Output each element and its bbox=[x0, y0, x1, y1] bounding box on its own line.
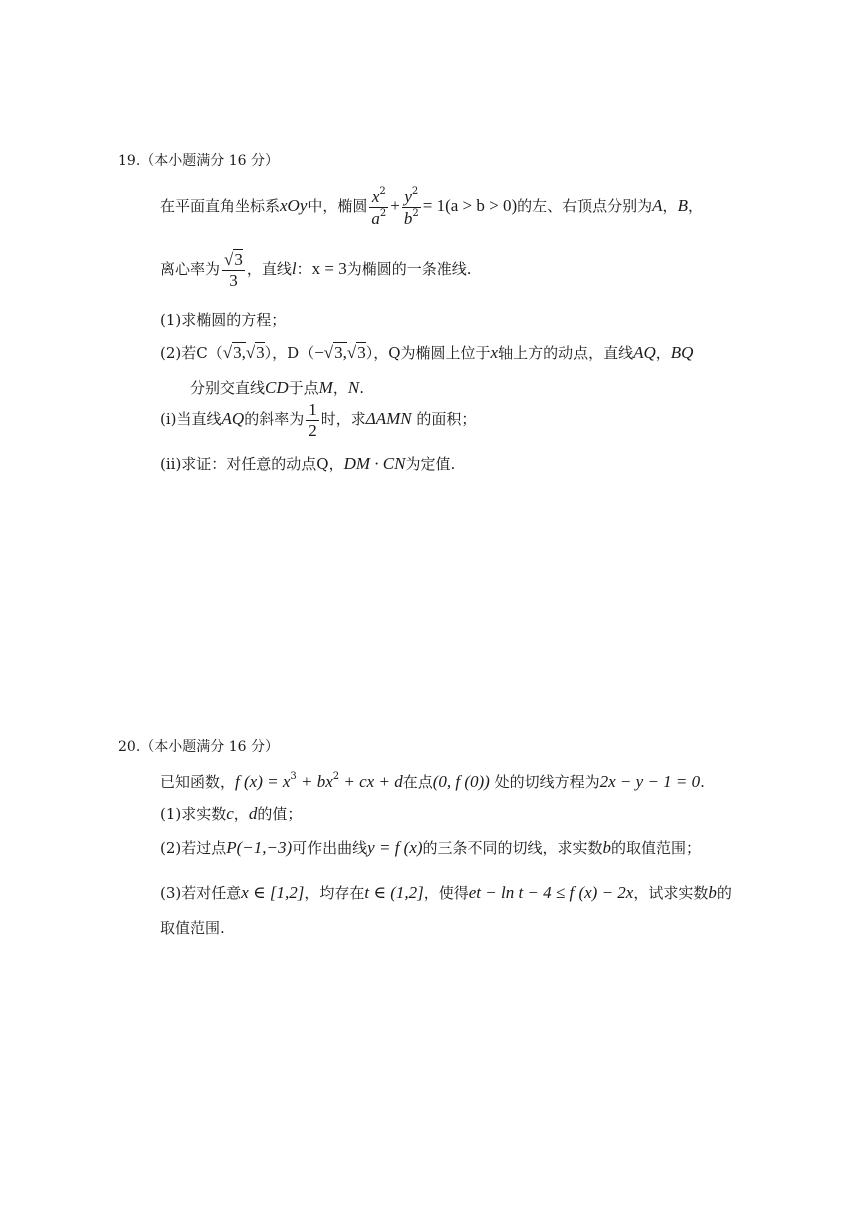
ellipse-y-fraction: $\frac{y^2}{b^2}$ bbox=[403, 186, 419, 228]
q19-header: 19.（本小题满分 16 分） bbox=[118, 153, 279, 169]
q20-header: 20.（本小题满分 16 分） bbox=[118, 739, 279, 755]
q19-part2-line1: (2)若C（√3,√3），D（−√3,√3），Q为椭圆上位于x轴上方的动点，直线AQ，BQ bbox=[160, 343, 694, 362]
q19-eccentricity-line: 离心率为 $\frac{√3}{3}$ ，直线l：x = 3为椭圆的一条准线. bbox=[160, 250, 472, 290]
q20-part2: (2)若过点P(−1,−3)可作出曲线y = f (x)的三条不同的切线，求实数b的取值范围； bbox=[160, 838, 702, 857]
q20-intro-line: 已知函数，f $(x) = x^3 + bx^2$ + cx + d在点(0, f (0)) 处的切线方程为2x − y − 1 = 0. bbox=[160, 771, 705, 791]
eccentricity-fraction: $\frac{√3}{3}$ bbox=[224, 250, 243, 290]
q20-part3-line1: (3)若对任意x ∈ [1,2]，均存在t ∈ (1,2]，使得et − ln t − 4 ≤ f (x) − 2x，试求实数b的 bbox=[160, 883, 732, 902]
slope-fraction: $\frac{1}{2}$ bbox=[308, 400, 317, 440]
q19-part1: (1)求椭圆的方程； bbox=[160, 311, 287, 329]
q20-part3-line2: 取值范围. bbox=[160, 919, 225, 937]
q19-intro-line: 在平面直角坐标系xOy中，椭圆 $\frac{x^2}{a^2}$ + $\frac{y^2}{b^2}$ = 1(a > b > 0)的左、右顶点分别为A，B， bbox=[160, 186, 703, 228]
q19-part2-line2: 分别交直线CD于点M，N. bbox=[190, 378, 364, 397]
q20-part1: (1)求实数c，d的值； bbox=[160, 804, 303, 823]
q19-part-i: (i)当直线AQ的斜率为 $\frac{1}{2}$ 时，求ΔAMN 的面积； bbox=[160, 400, 477, 440]
ellipse-x-fraction: $\frac{x^2}{a^2}$ bbox=[371, 186, 387, 228]
q19-part-ii: (ii)求证：对任意的动点Q，DM · CN为定值. bbox=[160, 454, 456, 473]
